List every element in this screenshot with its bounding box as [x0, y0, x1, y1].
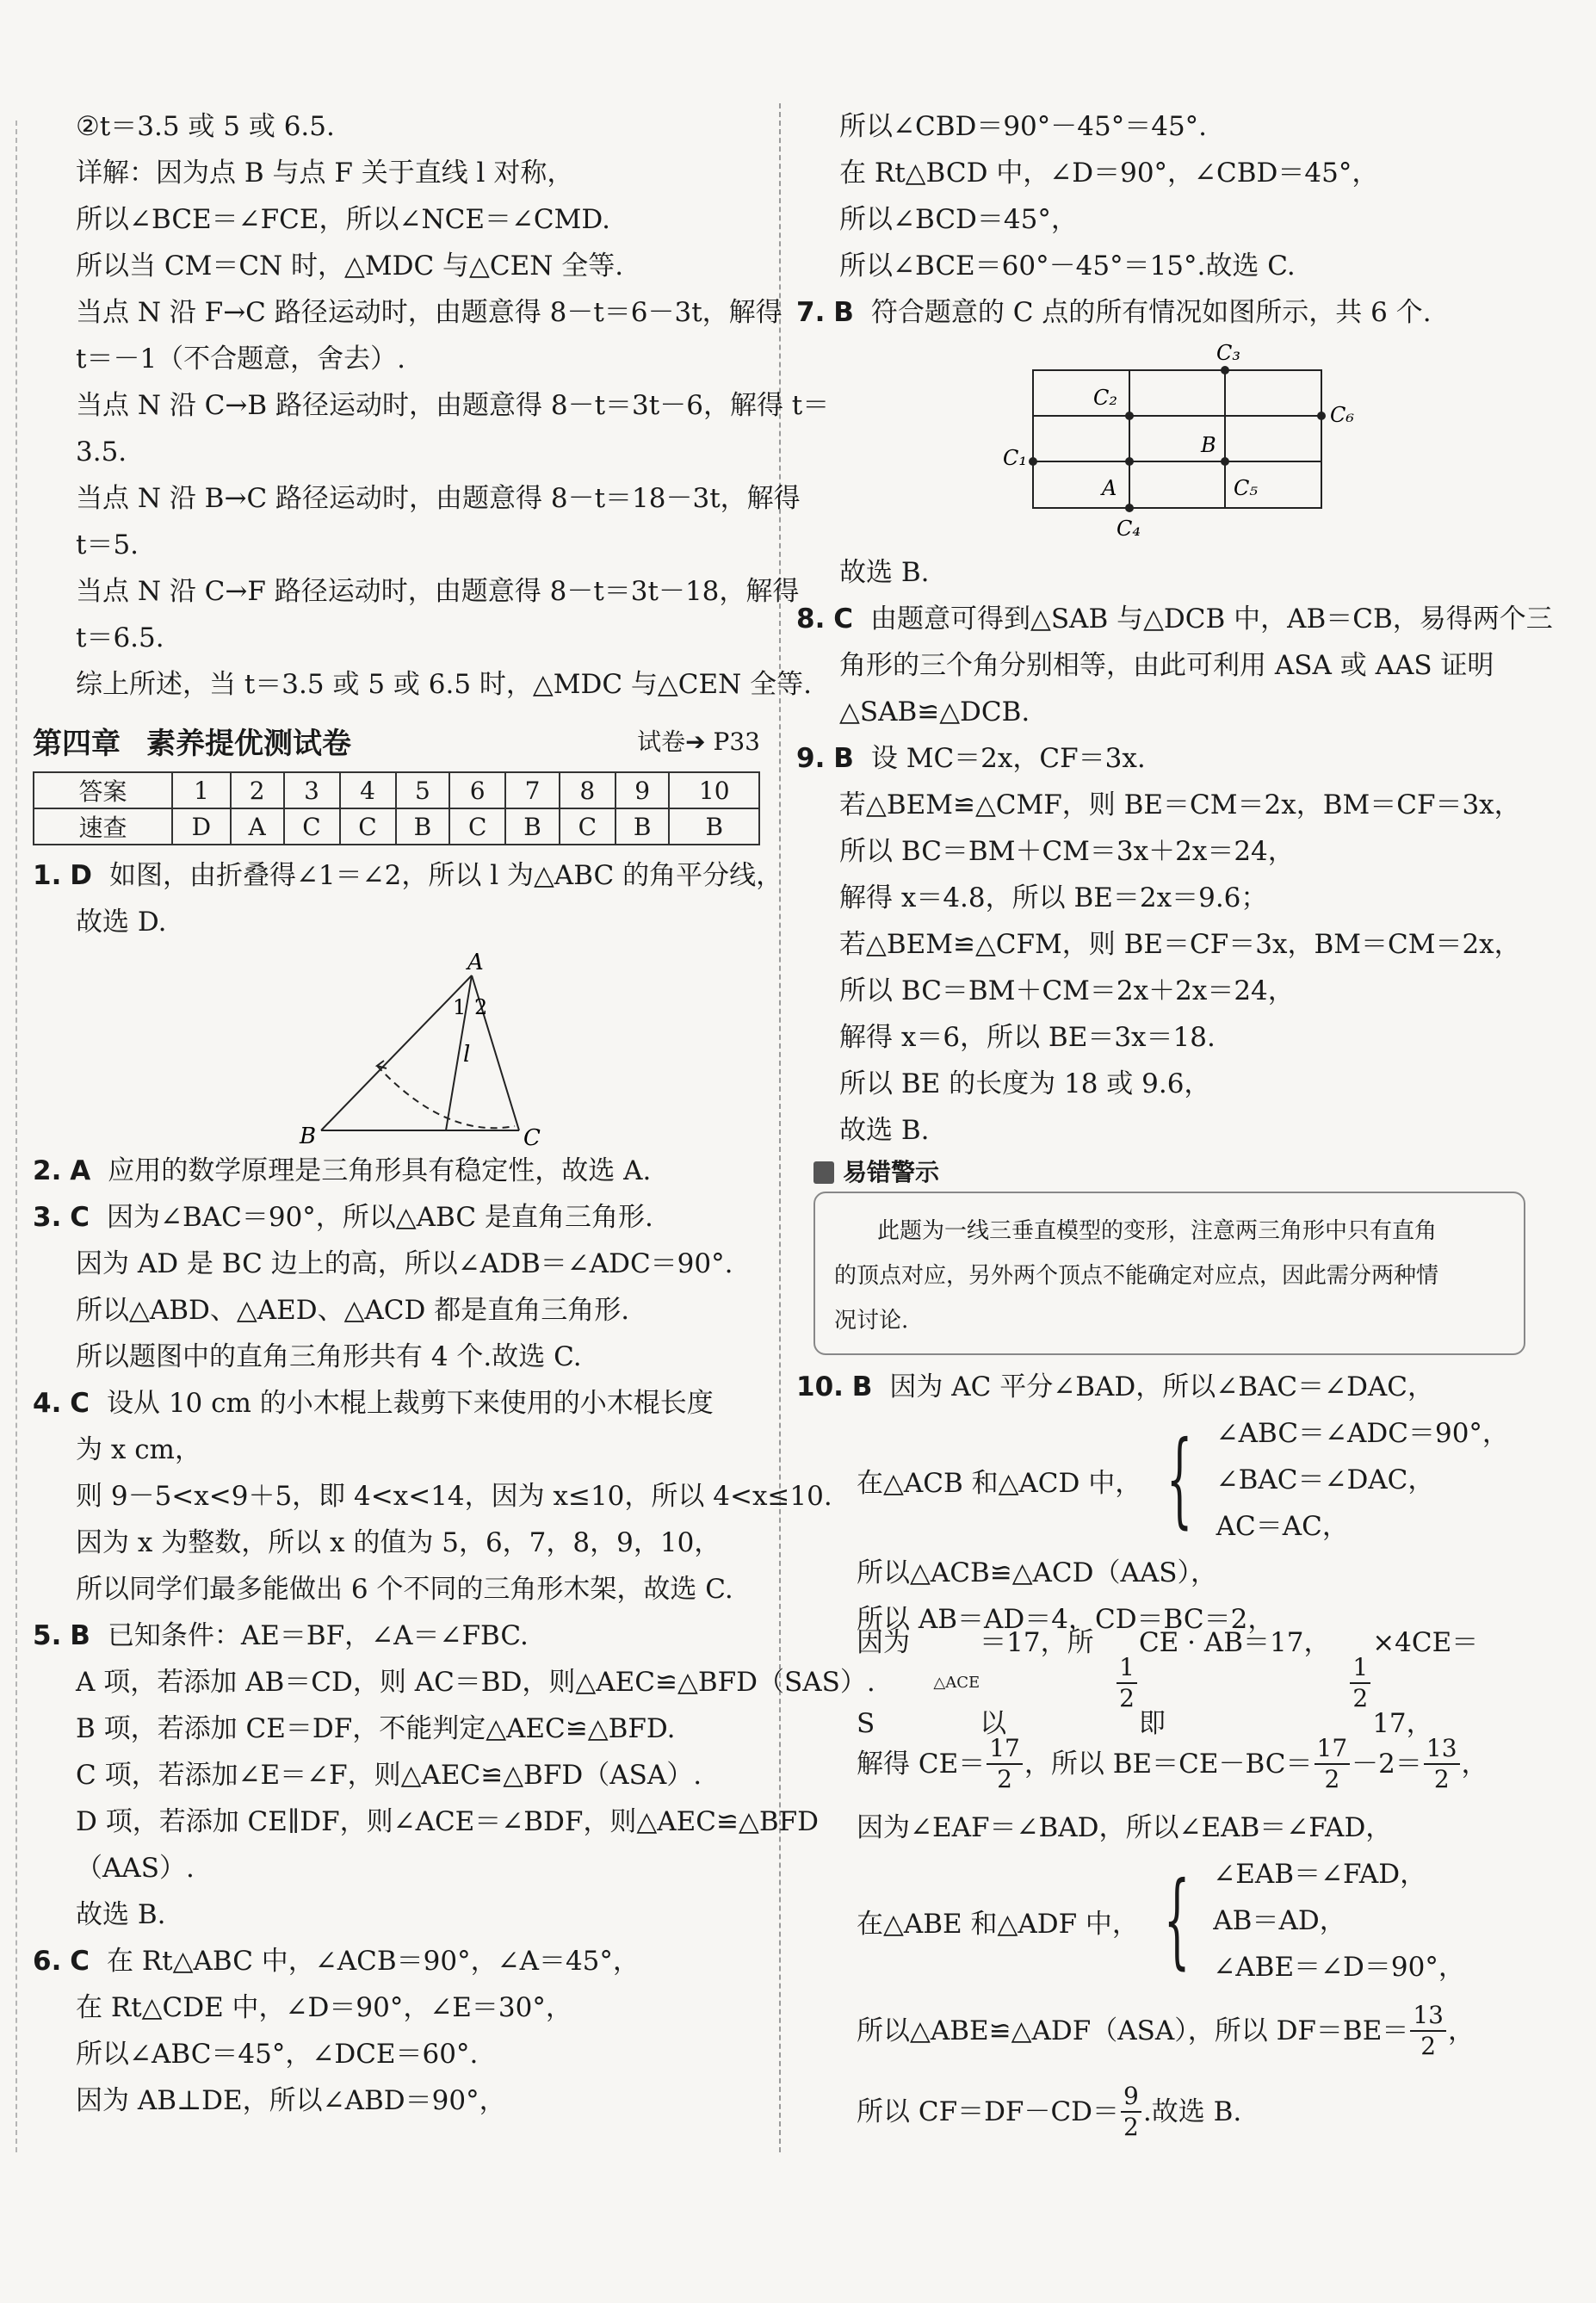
question-4	[33, 1380, 832, 1613]
text-line: 因为 AC 平分∠BAD，所以∠BAC＝∠DAC，	[889, 1371, 1435, 1402]
text-line: 若△BEM≌△CMF，则 BE＝CM＝2x，BM＝CF＝3x，	[839, 789, 1521, 820]
vertex-b-label: B	[300, 1124, 317, 1148]
text-line: 解得 x＝6，所以 BE＝3x＝18.	[839, 1022, 1216, 1053]
solve-ce-line: 解得 CE＝ $\frac{17}{2}$ ，所以 BE＝CE－BC＝ $\frac{17}{2}$ －2＝ $\frac{13}{2}$ ，	[857, 1734, 1488, 1793]
text-line: 的顶点对应，另外两个顶点不能确定对应点，因此需分两种情	[834, 1263, 1439, 1289]
text-line: ②t＝3.5 或 5 或 6.5.	[76, 111, 335, 142]
question-9	[796, 735, 1532, 1154]
question-answer: B	[851, 1371, 873, 1402]
text-line: 设 MC＝2x，CF＝3x.	[870, 743, 1146, 774]
point-c3-label: C₃	[1216, 341, 1240, 365]
table-cell: C	[284, 808, 340, 845]
text-line: 应用的数学原理是三角形具有稳定性，故选 A.	[108, 1155, 652, 1186]
question-answer: B	[833, 297, 854, 328]
table-cell: 5	[396, 772, 450, 808]
question-number: 10.	[796, 1371, 844, 1402]
table-cell: 3	[284, 772, 340, 808]
text-line: t＝5.	[76, 529, 139, 560]
question-8	[796, 596, 1553, 735]
point-c6-label: C₆	[1330, 403, 1354, 427]
left-brace-icon: {	[1166, 1420, 1193, 1539]
text-line: 在 Rt△ABC 中，∠ACB＝90°，∠A＝45°，	[106, 1946, 640, 1977]
question-answer: C	[70, 1946, 90, 1977]
point-a-label: A	[1102, 476, 1117, 500]
text-line: 所以∠CBD＝90°－45°＝45°.	[839, 111, 1208, 142]
text-line: 详解：因为点 B 与点 F 关于直线 l 对称，	[76, 158, 574, 189]
text-line: 所以题图中的直角三角形共有 4 个.故选 C.	[76, 1341, 582, 1372]
fraction: $\frac{13}{2}$	[1424, 1734, 1460, 1794]
question-number: 7.	[796, 297, 826, 328]
question-number: 5.	[33, 1620, 62, 1651]
previous-answer-block	[33, 103, 830, 708]
left-margin-line	[15, 121, 17, 2152]
book-icon	[813, 1161, 834, 1184]
vertex-c-label: C	[523, 1125, 541, 1148]
text-line: 角形的三个角分别相等，由此可利用 ASA 或 AAS 证明	[839, 650, 1494, 681]
question-answer: B	[70, 1620, 90, 1651]
question-answer: C	[833, 604, 853, 635]
text-line: 所以 BC＝BM＋CM＝3x＋2x＝24，	[839, 836, 1295, 867]
right-column	[796, 103, 1553, 2152]
text-line: 当点 N 沿 C→B 路径运动时，由题意得 8－t＝3t－6，解得 t＝	[76, 390, 830, 421]
text-line: D 项，若添加 CE∥DF，则∠ACE＝∠BDF，则△AEC≌△BFD	[76, 1806, 819, 1837]
grid-diagram	[796, 336, 1532, 549]
point-c1-label: C₁	[1003, 446, 1027, 470]
text-line: 为 x cm，	[76, 1434, 201, 1465]
text-line: 当点 N 沿 B→C 路径运动时，由题意得 8－t＝18－3t，解得	[76, 483, 801, 514]
table-cell: 9	[616, 772, 670, 808]
text-line: t＝－1（不合题意，舍去）.	[76, 344, 406, 375]
text-line: 因为∠EAF＝∠BAD，所以∠EAB＝∠FAD，	[857, 1812, 1393, 1843]
table-cell: A	[231, 808, 284, 845]
text-line: 因为 AD 是 BC 边上的高，所以∠ADB＝∠ADC＝90°.	[76, 1248, 733, 1279]
left-brace-icon: {	[1163, 1860, 1191, 1980]
text-line: ∠ABC＝∠ADC＝90°，	[1216, 1418, 1509, 1449]
question-number: 8.	[796, 604, 826, 635]
fraction: $\frac{9}{2}$	[1121, 2082, 1141, 2142]
text-line: 解得 x＝4.8，所以 BE＝2x＝9.6；	[839, 882, 1268, 913]
text-line: （AAS）.	[76, 1853, 195, 1884]
table-cell: C	[560, 808, 616, 845]
text-line: 所以∠BCE＝∠FCE，所以∠NCE＝∠CMD.	[76, 204, 610, 235]
text-line: ∠BAC＝∠DAC，	[1216, 1464, 1435, 1495]
question-answer: A	[70, 1155, 91, 1186]
fraction: $\frac{17}{2}$	[1315, 1734, 1351, 1794]
text-line: 则 9－5<x<9＋5，即 4<x<14，因为 x≤10，所以 4<x≤10.	[76, 1481, 832, 1512]
table-cell: 10	[669, 772, 759, 808]
table-cell: C	[340, 808, 396, 845]
text-line: 所以 AB＝AD＝4，CD＝BC＝2，	[857, 1604, 1275, 1635]
text-line: A 项，若添加 AB＝CD，则 AC＝BD，则△AEC≌△BFD（SAS）.	[76, 1667, 875, 1698]
text-line: 所以同学们最多能做出 6 个不同的三角形木架，故选 C.	[76, 1574, 733, 1605]
text-line: 综上所述，当 t＝3.5 或 5 或 6.5 时，△MDC 与△CEN 全等.	[76, 669, 812, 700]
warning-box	[813, 1192, 1525, 1355]
text-line: △SAB≌△DCB.	[839, 696, 1030, 727]
text-line: 符合题意的 C 点的所有情况如图所示，共 6 个.	[870, 297, 1432, 328]
section-title: 第四章 素养提优测试卷	[33, 726, 351, 761]
question-answer: C	[70, 1202, 90, 1233]
section-ref: 试卷➔ P33	[637, 727, 760, 756]
question-2	[33, 1148, 760, 1194]
text-line: 在 Rt△BCD 中，∠D＝90°，∠CBD＝45°，	[839, 158, 1379, 189]
table-row	[34, 772, 759, 808]
text-line: B 项，若添加 CE＝DF，不能判定△AEC≌△BFD.	[76, 1713, 676, 1744]
table-cell: 速查	[34, 808, 172, 845]
equation-system-2: 在△ABE 和△ADF 中， { ∠EAB＝∠FAD， AB＝AD， ∠ABE＝∠D＝90°，	[796, 1851, 1532, 1990]
text-line: 所以 BC＝BM＋CM＝2x＋2x＝24，	[839, 975, 1295, 1006]
text-line: AB＝AD，	[1213, 1905, 1346, 1936]
text-line: 所以当 CM＝CN 时，△MDC 与△CEN 全等.	[76, 251, 624, 282]
angle-1-label: 1	[453, 995, 467, 1019]
text-line: ∠EAB＝∠FAD，	[1213, 1859, 1427, 1890]
text-line: 因为∠BAC＝90°，所以△ABC 是直角三角形.	[106, 1202, 653, 1233]
text-line: 若△BEM≌△CFM，则 BE＝CF＝3x，BM＝CM＝2x，	[839, 929, 1521, 960]
question-number: 4.	[33, 1388, 62, 1419]
df-equation-line: 所以△ABE≌△ADF（ASA），所以 DF＝BE＝ $\frac{13}{2}$ ，	[857, 2001, 1475, 2060]
fraction: $\frac{17}{2}$	[987, 1734, 1023, 1794]
fraction: $\frac{13}{2}$	[1410, 2001, 1446, 2061]
text-line: 在 Rt△CDE 中，∠D＝90°，∠E＝30°，	[76, 1992, 572, 2023]
text-line: 当点 N 沿 C→F 路径运动时，由题意得 8－t＝3t－18，解得	[76, 576, 800, 607]
table-cell: B	[396, 808, 450, 845]
table-cell: 8	[560, 772, 616, 808]
text-line: 如图，由折叠得∠1＝∠2，所以 l 为△ABC 的角平分线，	[108, 860, 783, 891]
question-5	[33, 1613, 875, 1938]
text-line: 况讨论.	[834, 1308, 909, 1334]
text-line: 故选 B.	[839, 557, 930, 588]
question-answer: B	[833, 743, 854, 774]
text-line: 设从 10 cm 的小木棍上裁剪下来使用的小木棍长度	[106, 1388, 714, 1419]
text-line: ∠ABE＝∠D＝90°，	[1213, 1952, 1465, 1983]
text-line: 3.5.	[76, 436, 127, 467]
question-number: 9.	[796, 743, 826, 774]
text-line: 故选 B.	[839, 1115, 930, 1146]
question-number: 1.	[33, 860, 62, 891]
text-line: 此题为一线三垂直模型的变形，注意两三角形中只有直角	[877, 1218, 1438, 1244]
table-cell: 4	[340, 772, 396, 808]
text-line: 所以∠ABC＝45°，∠DCE＝60°.	[76, 2039, 479, 2070]
angle-2-label: 2	[474, 995, 488, 1019]
question-answer: D	[70, 860, 92, 891]
point-c2-label: C₂	[1093, 386, 1117, 410]
text-line: 已知条件：AE＝BF，∠A＝∠FBC.	[107, 1620, 529, 1651]
warning-tag: 易错警示	[813, 1154, 1532, 1192]
answer-table	[33, 771, 760, 845]
text-line: 所以∠BCE＝60°－45°＝15°.故选 C.	[839, 251, 1296, 282]
point-b-label: B	[1201, 433, 1216, 457]
point-c4-label: C₄	[1117, 517, 1141, 541]
question-7	[796, 289, 1532, 596]
cf-equation-line: 所以 CF＝DF－CD＝ $\frac{9}{2}$ .故选 B.	[857, 2082, 1242, 2141]
text-line: 由题意可得到△SAB 与△DCB 中，AB＝CB，易得两个三	[869, 604, 1553, 635]
fraction: $\frac{1}{2}$	[1117, 1653, 1137, 1713]
table-cell: 1	[172, 772, 231, 808]
table-cell: B	[616, 808, 670, 845]
table-cell: 答案	[34, 772, 172, 808]
text-line: C 项，若添加∠E＝∠F，则△AEC≌△BFD（ASA）.	[76, 1760, 702, 1791]
text-line: 所以△ACB≌△ACD（AAS），	[857, 1557, 1218, 1588]
text-line: t＝6.5.	[76, 622, 164, 653]
point-c5-label: C₅	[1234, 476, 1258, 500]
table-cell: B	[669, 808, 759, 845]
text-line: 当点 N 沿 F→C 路径运动时，由题意得 8－t＝6－3t，解得	[76, 297, 783, 328]
question-6-continued	[796, 103, 1532, 289]
text-line: 所以△ABD、△AED、△ACD 都是直角三角形.	[76, 1295, 630, 1326]
table-cell: 6	[449, 772, 505, 808]
grid-figure	[796, 336, 1532, 549]
table-cell: 7	[505, 772, 560, 808]
fraction: $\frac{1}{2}$	[1350, 1653, 1370, 1713]
table-cell: 2	[231, 772, 284, 808]
triangle-figure	[33, 945, 760, 1148]
text-line: 因为 x 为整数，所以 x 的值为 5，6，7，8，9，10，	[76, 1527, 721, 1558]
line-l-label: l	[463, 1042, 471, 1068]
text-line: 所以 BE 的长度为 18 或 9.6，	[839, 1068, 1211, 1099]
question-number: 6.	[33, 1946, 62, 1977]
vertex-a-label: A	[467, 950, 484, 975]
question-number: 2.	[33, 1155, 62, 1186]
question-6	[33, 1938, 760, 2124]
question-answer: C	[70, 1388, 90, 1419]
table-cell: D	[172, 808, 231, 845]
area-equation-line: 因为 S △ACE ＝17，所以 $\frac{1}{2}$ CE · AB＝17，即 $\frac{1}{2}$ ×4CE＝17，	[857, 1627, 1479, 1739]
question-number: 3.	[33, 1202, 62, 1233]
text-line: 因为 AB⊥DE，所以∠ABD＝90°，	[76, 2085, 506, 2116]
text-line: 所以∠BCD＝45°，	[839, 204, 1078, 235]
equation-system-1: 在△ACB 和△ACD 中， { ∠ABC＝∠ADC＝90°， ∠BAC＝∠DAC， AC＝AC，	[796, 1410, 1532, 1550]
triangle-diagram	[33, 945, 760, 1148]
question-10	[796, 1364, 1532, 2152]
question-3	[33, 1194, 760, 1380]
text-line: 故选 B.	[76, 1899, 166, 1930]
table-cell: C	[449, 808, 505, 845]
table-cell: B	[505, 808, 560, 845]
table-row	[34, 808, 759, 845]
section-header	[33, 715, 760, 766]
text-line: 故选 D.	[76, 907, 167, 938]
text-line: AC＝AC，	[1216, 1511, 1349, 1542]
question-1	[33, 852, 783, 1148]
